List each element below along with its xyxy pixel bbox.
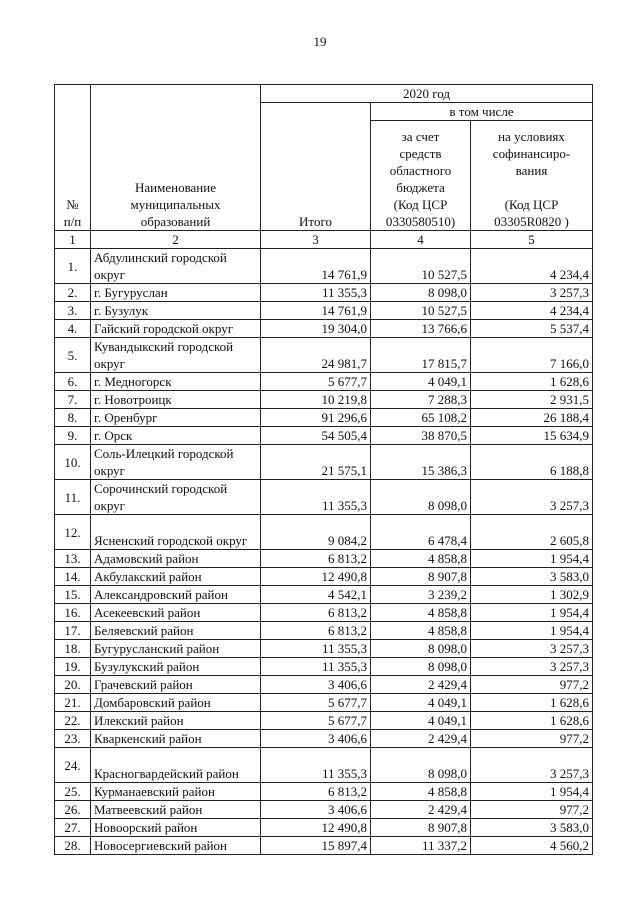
row-total: 19 304,0 — [261, 320, 371, 338]
row-name: Грачевский район — [91, 676, 261, 694]
row-cofin: 3 583,0 — [471, 819, 593, 837]
row-total: 3 406,6 — [261, 730, 371, 748]
table-row — [55, 676, 593, 694]
index-cell: 2 — [91, 231, 261, 249]
row-number: 17. — [55, 622, 91, 640]
table-row — [55, 480, 593, 515]
table-row — [55, 801, 593, 819]
row-cofin: 1 628,6 — [471, 694, 593, 712]
row-regional: 6 478,4 — [371, 515, 471, 550]
row-total: 14 761,9 — [261, 302, 371, 320]
row-regional: 13 766,6 — [371, 320, 471, 338]
table-row — [55, 640, 593, 658]
row-total: 21 575,1 — [261, 445, 371, 480]
index-cell: 5 — [471, 231, 593, 249]
row-cofin: 1 628,6 — [471, 373, 593, 391]
row-cofin: 1 302,9 — [471, 586, 593, 604]
row-cofin: 2 931,5 — [471, 391, 593, 409]
row-number: 3. — [55, 302, 91, 320]
row-regional: 65 108,2 — [371, 409, 471, 427]
table-row — [55, 373, 593, 391]
row-total: 11 355,3 — [261, 640, 371, 658]
table-row — [55, 302, 593, 320]
row-number: 11. — [55, 480, 91, 515]
row-total: 6 813,2 — [261, 550, 371, 568]
row-number: 14. — [55, 568, 91, 586]
row-regional: 8 098,0 — [371, 658, 471, 676]
header-name-label: Наименование муниципальных образований — [130, 180, 221, 229]
row-total: 10 219,8 — [261, 391, 371, 409]
row-name: г. Медногорск — [91, 373, 261, 391]
row-regional: 4 858,8 — [371, 622, 471, 640]
row-number: 22. — [55, 712, 91, 730]
table-body — [55, 249, 593, 855]
row-total: 3 406,6 — [261, 676, 371, 694]
row-regional: 8 098,0 — [371, 640, 471, 658]
row-total: 11 355,3 — [261, 480, 371, 515]
row-name: Акбулакский район — [91, 568, 261, 586]
row-name: Александровский район — [91, 586, 261, 604]
header-cofin-label: на условиях софинансиро- вания (Код ЦСР 03305R0820 ) — [492, 129, 571, 229]
index-cell: 3 — [261, 231, 371, 249]
row-total: 11 355,3 — [261, 748, 371, 783]
row-number: 8. — [55, 409, 91, 427]
row-cofin: 3 583,0 — [471, 568, 593, 586]
row-regional: 4 049,1 — [371, 694, 471, 712]
table-row — [55, 391, 593, 409]
row-name: Новосергиевский район — [91, 837, 261, 855]
row-total: 4 542,1 — [261, 586, 371, 604]
row-cofin: 4 234,4 — [471, 249, 593, 284]
table-row — [55, 748, 593, 783]
row-total: 12 490,8 — [261, 568, 371, 586]
table-row — [55, 409, 593, 427]
row-regional: 7 288,3 — [371, 391, 471, 409]
row-number: 9. — [55, 427, 91, 445]
row-name: Бугурусланский район — [91, 640, 261, 658]
row-cofin: 1 954,4 — [471, 604, 593, 622]
row-total: 5 677,7 — [261, 694, 371, 712]
header-num — [55, 85, 91, 231]
row-number: 18. — [55, 640, 91, 658]
row-name: Абдулинский городской округ — [91, 249, 261, 284]
index-cell: 4 — [371, 231, 471, 249]
row-number: 13. — [55, 550, 91, 568]
row-number: 21. — [55, 694, 91, 712]
row-cofin: 3 257,3 — [471, 748, 593, 783]
table-row — [55, 837, 593, 855]
page-number: 19 — [313, 34, 327, 49]
row-regional: 15 386,3 — [371, 445, 471, 480]
row-number: 16. — [55, 604, 91, 622]
row-name: Соль-Илецкий городской округ — [91, 445, 261, 480]
row-name: г. Орск — [91, 427, 261, 445]
table-row — [55, 712, 593, 730]
row-name: Бузулукский район — [91, 658, 261, 676]
table-row — [55, 604, 593, 622]
row-regional: 8 098,0 — [371, 284, 471, 302]
table-row — [55, 658, 593, 676]
row-number: 23. — [55, 730, 91, 748]
row-regional: 3 239,2 — [371, 586, 471, 604]
row-number: 1. — [55, 249, 91, 284]
row-regional: 2 429,4 — [371, 730, 471, 748]
row-regional: 4 858,8 — [371, 783, 471, 801]
row-number: 6. — [55, 373, 91, 391]
row-cofin: 26 188,4 — [471, 409, 593, 427]
table-row — [55, 284, 593, 302]
row-number: 28. — [55, 837, 91, 855]
row-number: 15. — [55, 586, 91, 604]
row-total: 5 677,7 — [261, 712, 371, 730]
header-total-label: Итого — [299, 214, 332, 229]
row-cofin: 1 954,4 — [471, 550, 593, 568]
row-regional: 10 527,5 — [371, 302, 471, 320]
row-number: 20. — [55, 676, 91, 694]
row-regional: 8 907,8 — [371, 819, 471, 837]
row-name: Курманаевский район — [91, 783, 261, 801]
row-regional: 4 049,1 — [371, 712, 471, 730]
row-name: г. Оренбург — [91, 409, 261, 427]
row-number: 4. — [55, 320, 91, 338]
row-total: 15 897,4 — [261, 837, 371, 855]
row-number: 7. — [55, 391, 91, 409]
row-cofin: 4 234,4 — [471, 302, 593, 320]
row-name: г. Бузулук — [91, 302, 261, 320]
table-row — [55, 515, 593, 550]
row-name: Кваркенский район — [91, 730, 261, 748]
row-cofin: 3 257,3 — [471, 640, 593, 658]
table-row — [55, 249, 593, 284]
row-number: 19. — [55, 658, 91, 676]
row-number: 25. — [55, 783, 91, 801]
row-cofin: 977,2 — [471, 801, 593, 819]
row-regional: 2 429,4 — [371, 676, 471, 694]
table-row — [55, 568, 593, 586]
row-regional: 4 049,1 — [371, 373, 471, 391]
row-total: 24 981,7 — [261, 338, 371, 373]
header-year-label: 2020 год — [403, 86, 450, 101]
table-row — [55, 694, 593, 712]
row-name: Домбаровский район — [91, 694, 261, 712]
row-cofin: 5 537,4 — [471, 320, 593, 338]
row-total: 6 813,2 — [261, 604, 371, 622]
table-row — [55, 320, 593, 338]
row-name: Илекский район — [91, 712, 261, 730]
row-name: Сорочинский городской округ — [91, 480, 261, 515]
row-number: 5. — [55, 338, 91, 373]
row-name: Новоорский район — [91, 819, 261, 837]
row-regional: 8 098,0 — [371, 480, 471, 515]
row-total: 5 677,7 — [261, 373, 371, 391]
row-name: Гайский городской округ — [91, 320, 261, 338]
row-total: 6 813,2 — [261, 783, 371, 801]
row-total: 12 490,8 — [261, 819, 371, 837]
row-regional: 2 429,4 — [371, 801, 471, 819]
row-cofin: 15 634,9 — [471, 427, 593, 445]
row-cofin: 3 257,3 — [471, 284, 593, 302]
row-number: 24. — [55, 748, 91, 783]
row-total: 11 355,3 — [261, 658, 371, 676]
row-regional: 4 858,8 — [371, 550, 471, 568]
table-row — [55, 427, 593, 445]
header-including — [371, 103, 593, 121]
row-total: 14 761,9 — [261, 249, 371, 284]
table-row — [55, 819, 593, 837]
row-name: г. Бугуруслан — [91, 284, 261, 302]
header-regional — [371, 121, 471, 231]
row-total: 3 406,6 — [261, 801, 371, 819]
index-cell: 1 — [55, 231, 91, 249]
row-number: 26. — [55, 801, 91, 819]
row-total: 91 296,6 — [261, 409, 371, 427]
row-name: Асекеевский район — [91, 604, 261, 622]
row-name: Красногвардейский район — [91, 748, 261, 783]
row-regional: 38 870,5 — [371, 427, 471, 445]
row-name: Кувандыкский городской округ — [91, 338, 261, 373]
row-number: 10. — [55, 445, 91, 480]
row-cofin: 6 188,8 — [471, 445, 593, 480]
row-name: г. Новотроицк — [91, 391, 261, 409]
row-regional: 4 858,8 — [371, 604, 471, 622]
row-name: Беляевский район — [91, 622, 261, 640]
row-cofin: 3 257,3 — [471, 658, 593, 676]
row-total: 9 084,2 — [261, 515, 371, 550]
row-number: 27. — [55, 819, 91, 837]
row-cofin: 977,2 — [471, 676, 593, 694]
table-row — [55, 622, 593, 640]
row-number: 12. — [55, 515, 91, 550]
row-total: 11 355,3 — [261, 284, 371, 302]
row-cofin: 2 605,8 — [471, 515, 593, 550]
table-row — [55, 445, 593, 480]
row-name: Адамовский район — [91, 550, 261, 568]
header-cofin — [471, 121, 593, 231]
row-number: 2. — [55, 284, 91, 302]
header-regional-label: за счет средств областного бюджета (Код ЦСР 0330580510) — [385, 129, 456, 229]
row-cofin: 3 257,3 — [471, 480, 593, 515]
row-total: 54 505,4 — [261, 427, 371, 445]
table-row — [55, 730, 593, 748]
row-cofin: 1 954,4 — [471, 622, 593, 640]
table-row — [55, 550, 593, 568]
row-regional: 8 907,8 — [371, 568, 471, 586]
row-regional: 10 527,5 — [371, 249, 471, 284]
row-cofin: 1 954,4 — [471, 783, 593, 801]
row-regional: 17 815,7 — [371, 338, 471, 373]
row-total: 6 813,2 — [261, 622, 371, 640]
row-cofin: 7 166,0 — [471, 338, 593, 373]
row-cofin: 4 560,2 — [471, 837, 593, 855]
table-row — [55, 338, 593, 373]
row-name: Ясненский городской округ — [91, 515, 261, 550]
row-regional: 8 098,0 — [371, 748, 471, 783]
header-total — [261, 103, 371, 231]
table-row — [55, 586, 593, 604]
table-row — [55, 783, 593, 801]
row-cofin: 977,2 — [471, 730, 593, 748]
header-year — [261, 85, 593, 103]
row-cofin: 1 628,6 — [471, 712, 593, 730]
allocation-table — [54, 84, 593, 855]
header-num-label: № п/п — [63, 197, 82, 229]
header-name — [91, 85, 261, 231]
header-including-label: в том числе — [449, 104, 514, 119]
row-name: Матвеевский район — [91, 801, 261, 819]
row-regional: 11 337,2 — [371, 837, 471, 855]
